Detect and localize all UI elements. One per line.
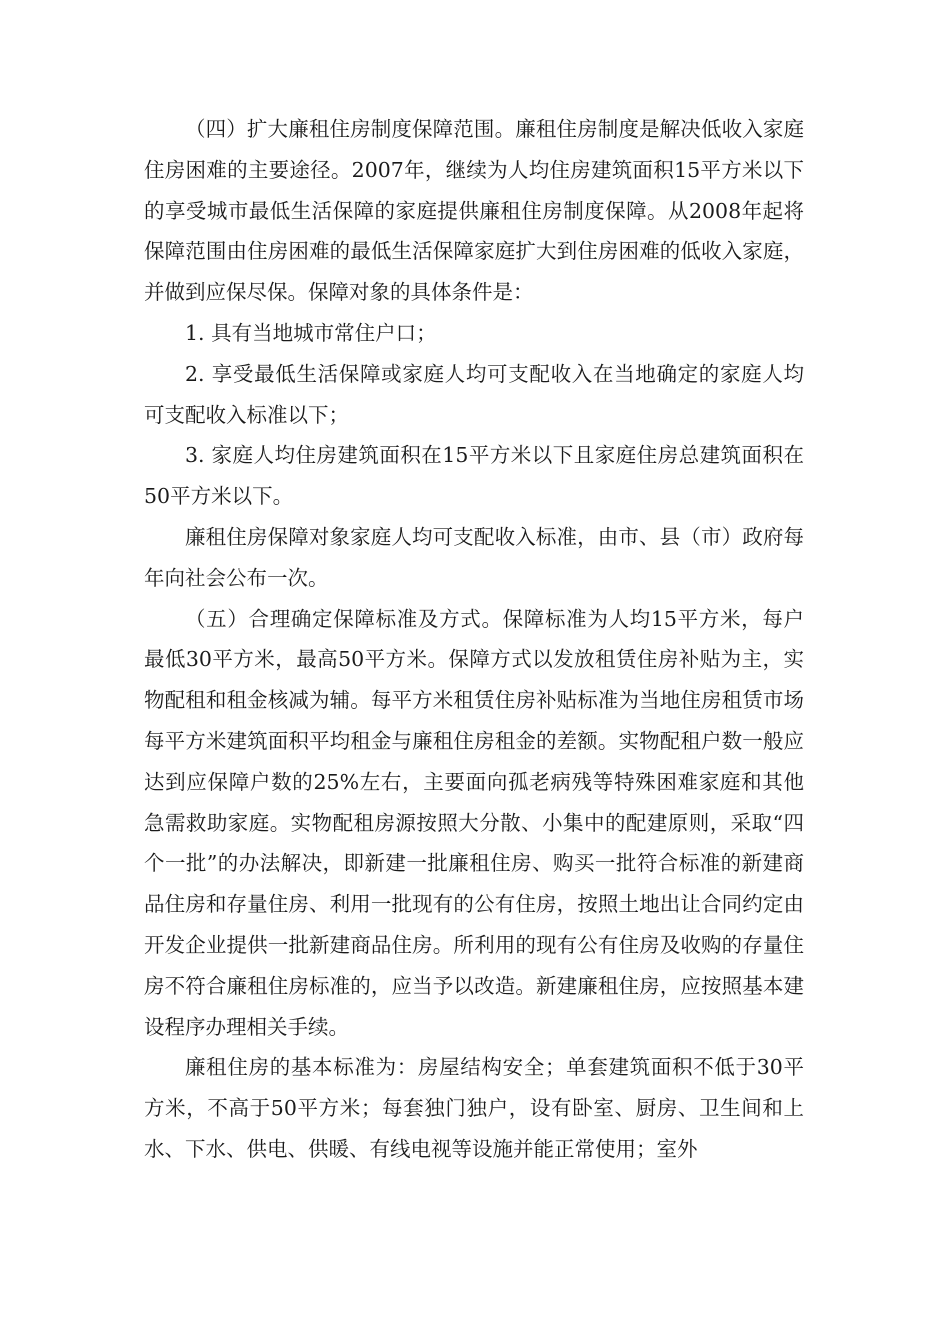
paragraph-condition-2: 2. 享受最低生活保障或家庭人均可支配收入在当地确定的家庭人均可支配收入标准以下； [144,361,804,427]
paragraph-section-4-intro: （四）扩大廉租住房制度保障范围。廉租住房制度是解决低收入家庭住房困难的主要途径。2007年，继续为人均住房建筑面积15平方米以下的享受城市最低生活保障的家庭提供廉租住房制度保障。从2008年起将保障范围由住房困难的最低生活保障家庭扩大到住房困难的低收入家庭，并做到应保尽保。保障对象的具体条件是： [144,117,804,305]
paragraph-basic-standard: 廉租住房的基本标准为：房屋结构安全；单套建筑面积不低于30平方米，不高于50平方米；每套独门独户，设有卧室、厨房、卫生间和上水、下水、供电、供暖、有线电视等设施并能正常使用；室外 [144,1055,804,1161]
paragraph-condition-3: 3. 家庭人均住房建筑面积在15平方米以下且家庭住房总建筑面积在50平方米以下。 [144,443,804,509]
paragraph-condition-1: 1. 具有当地城市常住户口； [185,320,437,345]
paragraph-income-standard: 廉租住房保障对象家庭人均可支配收入标准，由市、县（市）政府每年向社会公布一次。 [144,524,804,590]
document-body [144,109,804,1170]
paragraph-section-5: （五）合理确定保障标准及方式。保障标准为人均15平方米，每户最低30平方米，最高50平方米。保障方式以发放租赁住房补贴为主，实物配租和租金核减为辅。每平方米租赁住房补贴标准为当地住房租赁市场每平方米建筑面积平均租金与廉租住房租金的差额。实物配租户数一般应达到应保障户数的25%左右，主要面向孤老病残等特殊困难家庭和其他急需救助家庭。实物配租房源按照大分散、小集中的配建原则，采取“四个一批”的办法解决，即新建一批廉租住房、购买一批符合标准的新建商品住房和存量住房、利用一批现有的公有住房，按照土地出让合同约定由开发企业提供一批新建商品住房。所利用的现有公有住房及收购的存量住房不符合廉租住房标准的，应当予以改造。新建廉租住房，应按照基本建设程序办理相关手续。 [144,606,804,1039]
